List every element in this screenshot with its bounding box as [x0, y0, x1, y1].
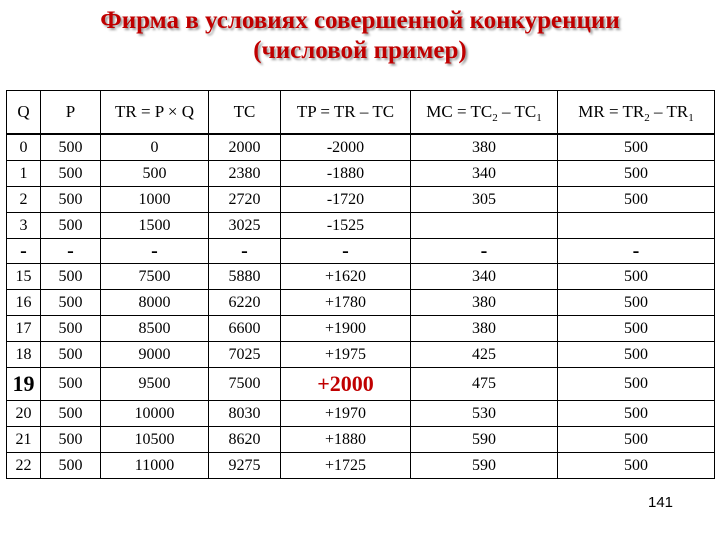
header-p: P	[41, 91, 101, 135]
table-body	[7, 134, 715, 479]
cell-tc: 6220	[209, 290, 281, 316]
cell-p: 500	[41, 342, 101, 368]
cell-mc: 590	[411, 453, 558, 479]
cell-tc: 7025	[209, 342, 281, 368]
cell-tc: 6600	[209, 316, 281, 342]
header-tc: TC	[209, 91, 281, 135]
page-number: 141	[648, 494, 674, 511]
cell-mr	[558, 213, 715, 239]
cell-mr: 500	[558, 134, 715, 161]
cell-tc: 2380	[209, 161, 281, 187]
cell-tp: -1525	[281, 213, 411, 239]
cell-p: 500	[41, 134, 101, 161]
table-row	[7, 342, 715, 368]
cell-mr: 500	[558, 401, 715, 427]
header-mc-mid: – TC	[497, 102, 537, 121]
cell-p: 500	[41, 187, 101, 213]
header-mr-sub-1: 1	[688, 112, 694, 124]
cell-q: -	[7, 239, 41, 264]
header-mr	[558, 91, 715, 135]
cell-tr: -	[101, 239, 209, 264]
header-mr-main: MR = TR	[578, 102, 645, 121]
cell-p: 500	[41, 264, 101, 290]
cell-q: 20	[7, 401, 41, 427]
table-row	[7, 427, 715, 453]
cell-tc: 2000	[209, 134, 281, 161]
cell-mc: 380	[411, 316, 558, 342]
cell-tp: +2000	[281, 368, 411, 401]
cell-mr: 500	[558, 161, 715, 187]
header-mc-sub-2: 2	[492, 112, 498, 124]
table-row	[7, 213, 715, 239]
cell-mc: 340	[411, 161, 558, 187]
table-row	[7, 453, 715, 479]
table-row	[7, 290, 715, 316]
slide-title-line-1: Фирма в условиях совершенной конкуренции	[100, 7, 620, 34]
cell-q: 3	[7, 213, 41, 239]
cell-tp: -1880	[281, 161, 411, 187]
table-row	[7, 316, 715, 342]
header-mc-sub-1: 1	[536, 112, 542, 124]
numeric-example-table	[6, 90, 715, 479]
cell-p: 500	[41, 427, 101, 453]
cell-mr: -	[558, 239, 715, 264]
cell-mc: 425	[411, 342, 558, 368]
cell-q: 16	[7, 290, 41, 316]
table-row	[7, 134, 715, 161]
table-row	[7, 187, 715, 213]
cell-q: 19	[7, 368, 41, 401]
cell-tr: 9500	[101, 368, 209, 401]
cell-mc: 305	[411, 187, 558, 213]
table-row	[7, 161, 715, 187]
cell-q: 2	[7, 187, 41, 213]
cell-tr: 1000	[101, 187, 209, 213]
cell-q: 18	[7, 342, 41, 368]
cell-p: -	[41, 239, 101, 264]
cell-tp: +1970	[281, 401, 411, 427]
cell-tc: -	[209, 239, 281, 264]
cell-p: 500	[41, 401, 101, 427]
cell-mr: 500	[558, 368, 715, 401]
cell-mr: 500	[558, 316, 715, 342]
cell-mr: 500	[558, 427, 715, 453]
header-tr: TR = P × Q	[101, 91, 209, 135]
cell-mc: 590	[411, 427, 558, 453]
cell-mc: 380	[411, 290, 558, 316]
cell-tc: 7500	[209, 368, 281, 401]
cell-tr: 7500	[101, 264, 209, 290]
header-mr-mid: – TR	[649, 102, 689, 121]
table-row	[7, 401, 715, 427]
cell-tc: 8620	[209, 427, 281, 453]
cell-tr: 8500	[101, 316, 209, 342]
header-q: Q	[7, 91, 41, 135]
header-mc	[411, 91, 558, 135]
cell-tp: +1900	[281, 316, 411, 342]
slide-title	[0, 6, 720, 66]
slide-title-line-2: (числовой пример)	[253, 37, 467, 64]
cell-tp: +1725	[281, 453, 411, 479]
cell-q: 21	[7, 427, 41, 453]
cell-tp: +1880	[281, 427, 411, 453]
cell-mr: 500	[558, 264, 715, 290]
cell-tr: 10000	[101, 401, 209, 427]
cell-tc: 2720	[209, 187, 281, 213]
header-mc-main: MC = TC	[426, 102, 493, 121]
cell-p: 500	[41, 368, 101, 401]
table-header-row	[7, 91, 715, 135]
cell-mr: 500	[558, 290, 715, 316]
cell-p: 500	[41, 290, 101, 316]
cell-tp: +1780	[281, 290, 411, 316]
cell-tr: 11000	[101, 453, 209, 479]
cell-p: 500	[41, 316, 101, 342]
cell-mc: 475	[411, 368, 558, 401]
cell-tr: 9000	[101, 342, 209, 368]
cell-tc: 3025	[209, 213, 281, 239]
cell-tr: 8000	[101, 290, 209, 316]
cell-mr: 500	[558, 453, 715, 479]
cell-p: 500	[41, 213, 101, 239]
cell-mc	[411, 213, 558, 239]
cell-tp: +1975	[281, 342, 411, 368]
header-tp: TP = TR – TC	[281, 91, 411, 135]
cell-tr: 500	[101, 161, 209, 187]
cell-q: 22	[7, 453, 41, 479]
table-row	[7, 264, 715, 290]
cell-q: 17	[7, 316, 41, 342]
cell-tr: 1500	[101, 213, 209, 239]
cell-mr: 500	[558, 187, 715, 213]
table-row	[7, 368, 715, 401]
cell-mc: 380	[411, 134, 558, 161]
cell-tp: +1620	[281, 264, 411, 290]
cell-tp: -	[281, 239, 411, 264]
cell-tc: 5880	[209, 264, 281, 290]
cell-tc: 9275	[209, 453, 281, 479]
cell-mc: 530	[411, 401, 558, 427]
cell-q: 1	[7, 161, 41, 187]
cell-mc: 340	[411, 264, 558, 290]
header-mr-sub-2: 2	[644, 112, 650, 124]
cell-mc: -	[411, 239, 558, 264]
table-row	[7, 239, 715, 264]
cell-tp: -2000	[281, 134, 411, 161]
cell-mr: 500	[558, 342, 715, 368]
cell-tp: -1720	[281, 187, 411, 213]
cell-tr: 10500	[101, 427, 209, 453]
cell-p: 500	[41, 453, 101, 479]
cell-tr: 0	[101, 134, 209, 161]
cell-q: 0	[7, 134, 41, 161]
cell-q: 15	[7, 264, 41, 290]
cell-tc: 8030	[209, 401, 281, 427]
cell-p: 500	[41, 161, 101, 187]
